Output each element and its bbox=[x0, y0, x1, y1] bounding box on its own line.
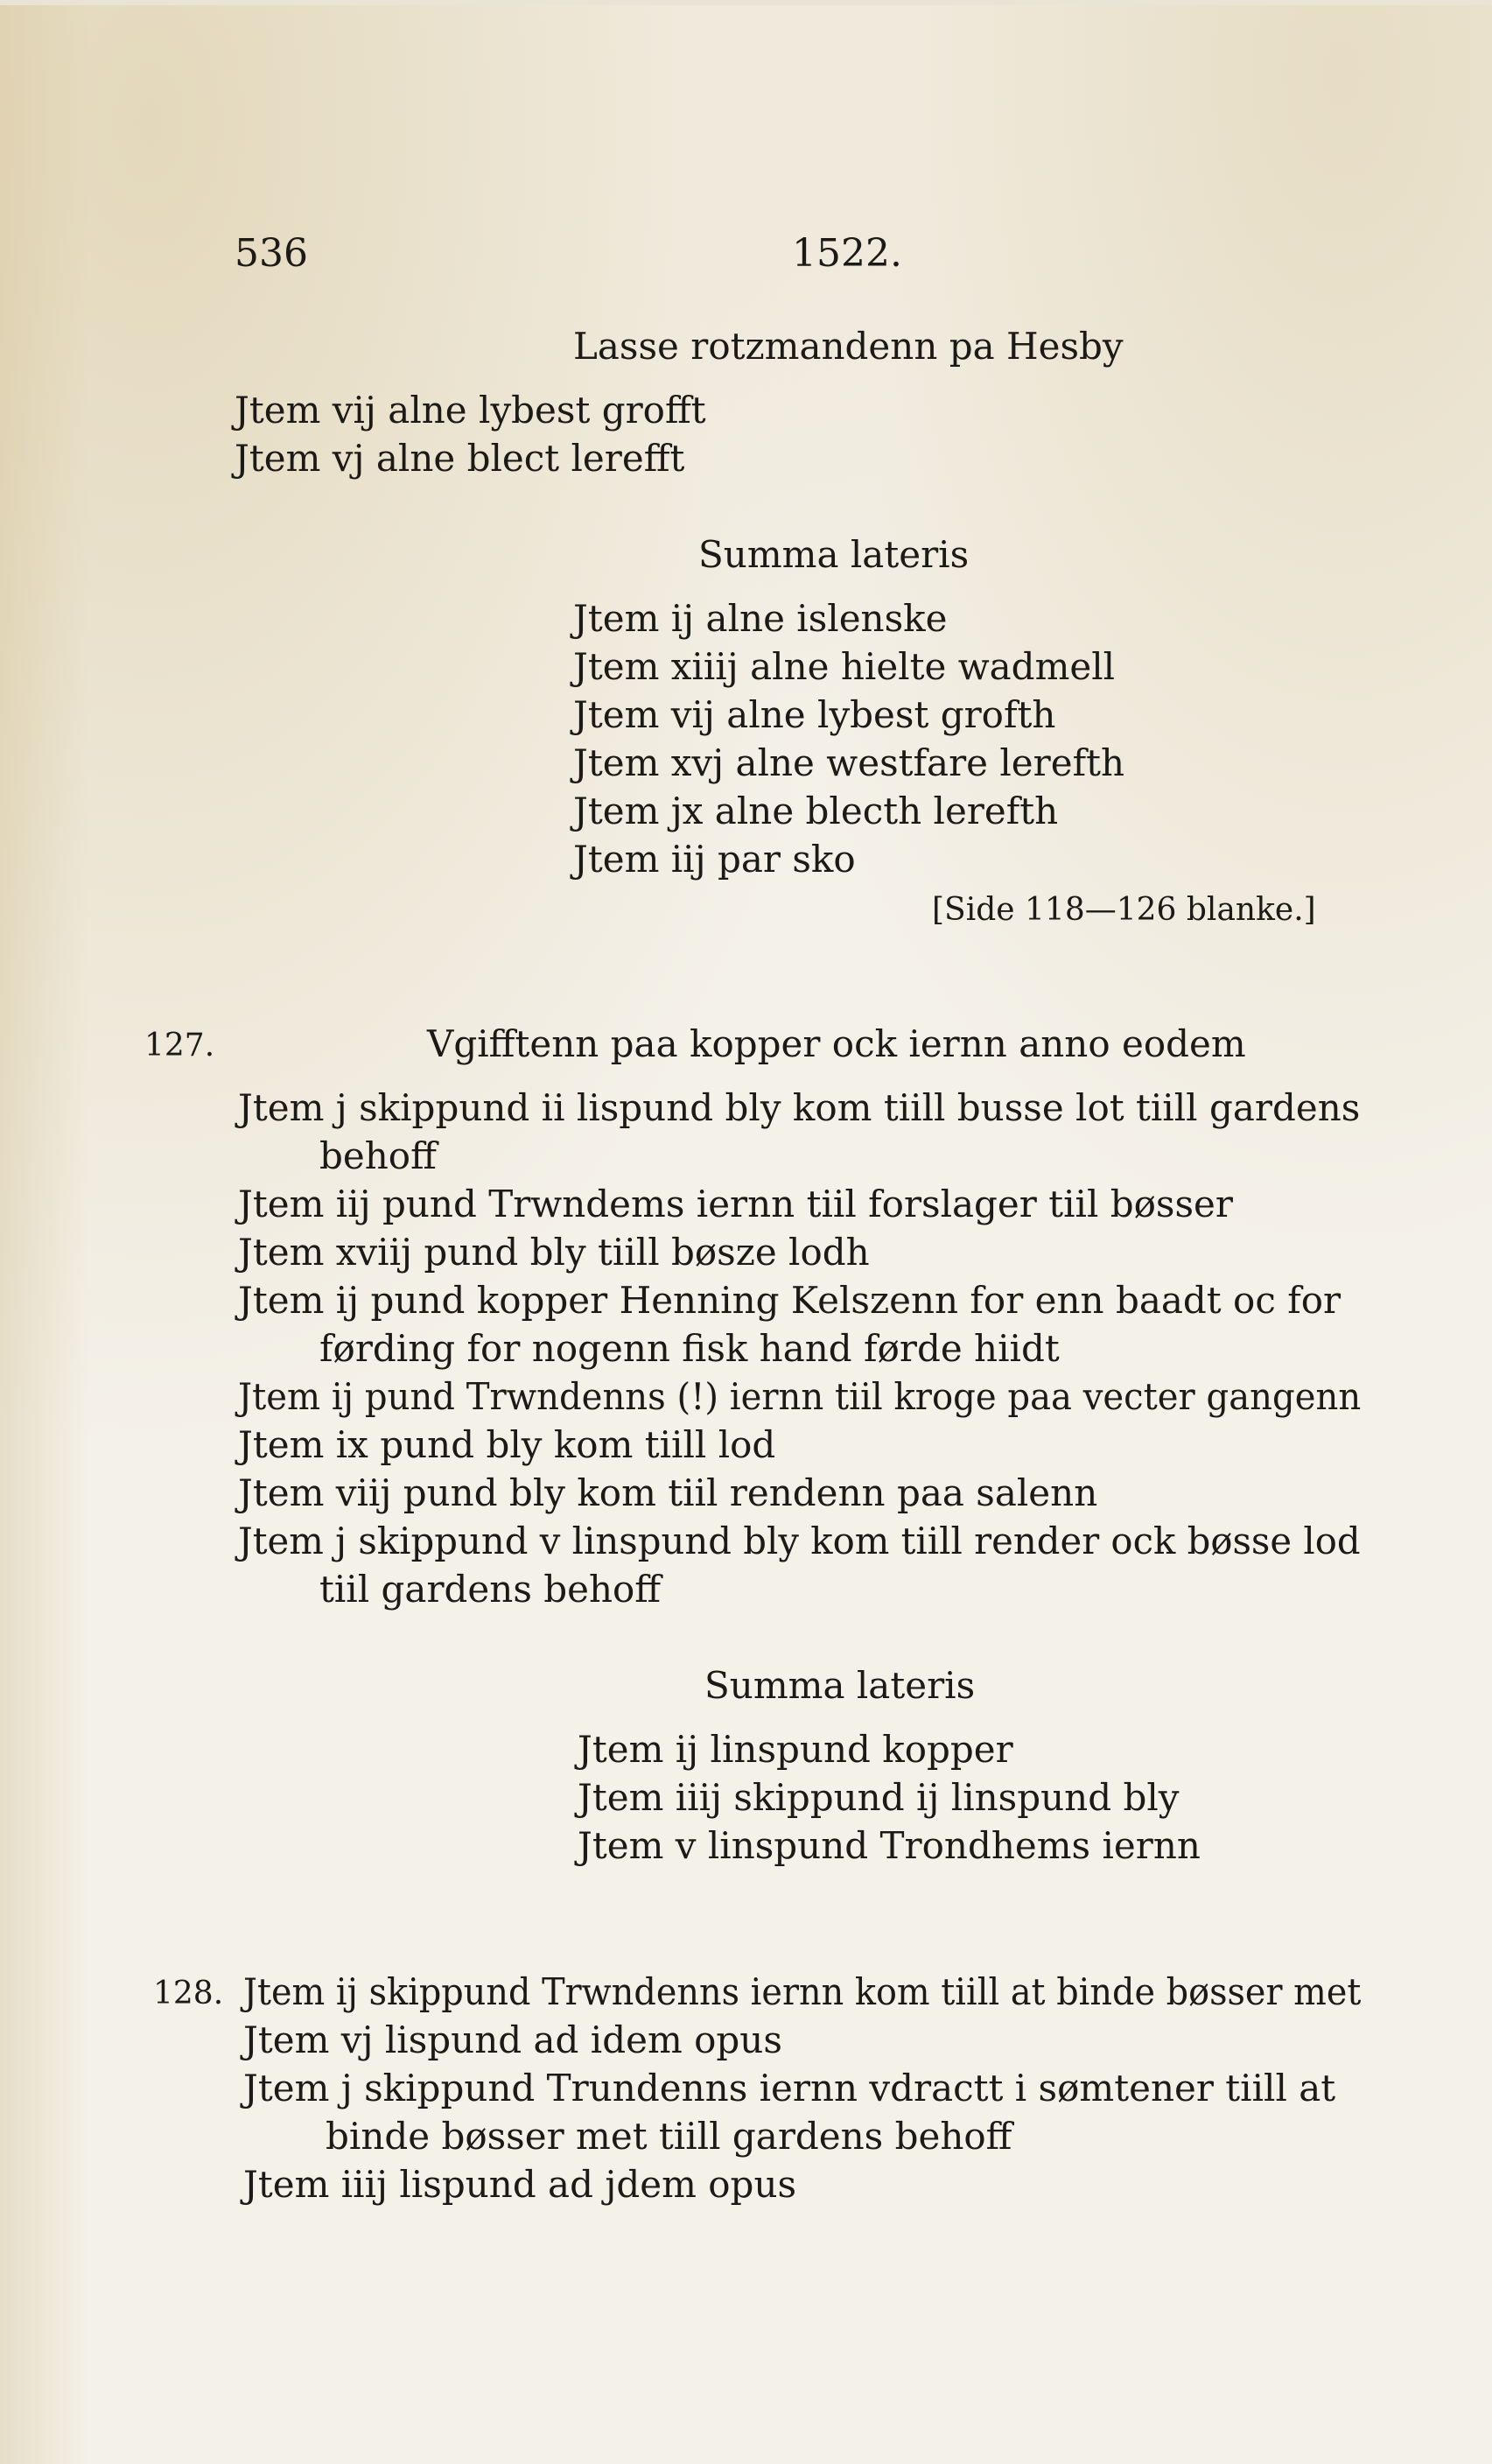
summa-heading: Summa lateris bbox=[704, 1664, 976, 1707]
entry-line-continued: binde bøsser met tiill gardens behoff bbox=[326, 2115, 1012, 2158]
entry-line-continued: behoff bbox=[319, 1134, 437, 1177]
entry-line: Jtem vj lispund ad idem opus bbox=[243, 2018, 782, 2061]
entry-line-continued: tiil gardens behoff bbox=[319, 1568, 662, 1611]
summa-line: Jtem vij alne lybest grofth bbox=[573, 693, 1056, 736]
section-heading: Lasse rotzmandenn pa Hesby bbox=[573, 325, 1124, 368]
entry-line: Jtem viij pund bly kom tiil rendenn paa salenn bbox=[238, 1471, 1098, 1514]
summa-line: Jtem xiiij alne hielte wadmell bbox=[573, 645, 1116, 688]
entry-number: 127. bbox=[144, 1028, 215, 1064]
entry-line: Jtem j skippund ii lispund bly kom tiill busse lot tiill gardens bbox=[238, 1086, 1361, 1129]
entry-line: Jtem iiij lispund ad jdem opus bbox=[243, 2163, 797, 2206]
summa-heading: Summa lateris bbox=[698, 533, 970, 576]
entry-line: Jtem ij pund kopper Henning Kelszenn for enn baadt oc for bbox=[238, 1279, 1341, 1322]
summa-line: Jtem xvj alne westfare lerefth bbox=[573, 741, 1125, 784]
entry-line: Jtem vij alne lybest grofft bbox=[235, 389, 706, 432]
page-year: 1522. bbox=[792, 231, 902, 276]
section-heading: Vgifftenn paa kopper ock iernn anno eodem bbox=[427, 1022, 1246, 1065]
page-number: 536 bbox=[235, 231, 308, 276]
entry-line: Jtem vj alne blect lerefft bbox=[235, 437, 685, 480]
summa-line: Jtem ij alne islenske bbox=[573, 597, 948, 640]
entry-line: Jtem ij pund Trwndenns (!) iernn tiil kroge paa vecter gangenn bbox=[238, 1375, 1362, 1418]
summa-line: Jtem iij par sko bbox=[573, 838, 856, 881]
entry-line: Jtem ij skippund Trwndenns iernn kom tiill at binde bøsser met bbox=[243, 1970, 1362, 2013]
entry-line: Jtem ix pund bly kom tiill lod bbox=[238, 1423, 776, 1466]
entry-line: Jtem iij pund Trwndems iernn tiil forslager tiil bøsser bbox=[238, 1183, 1233, 1225]
summa-line: Jtem ij linspund kopper bbox=[578, 1728, 1013, 1771]
entry-line: Jtem j skippund Trundenns iernn vdractt i sømtener tiill at bbox=[243, 2067, 1336, 2109]
entry-line: Jtem xviij pund bly tiill bøsze lodh bbox=[238, 1231, 870, 1274]
entry-number: 128. bbox=[153, 1976, 224, 2011]
editorial-note: [Side 118—126 blanke.] bbox=[932, 892, 1316, 928]
top-edge bbox=[0, 0, 1492, 5]
entry-line: Jtem j skippund v linspund bly kom tiill render ock bøsse lod bbox=[238, 1520, 1361, 1562]
entry-line-continued: førding for nogenn fisk hand førde hiidt bbox=[319, 1327, 1060, 1370]
summa-line: Jtem jx alne blecth lerefth bbox=[573, 790, 1059, 832]
summa-line: Jtem iiij skippund ij linspund bly bbox=[578, 1776, 1180, 1819]
summa-line: Jtem v linspund Trondhems iernn bbox=[578, 1824, 1201, 1867]
